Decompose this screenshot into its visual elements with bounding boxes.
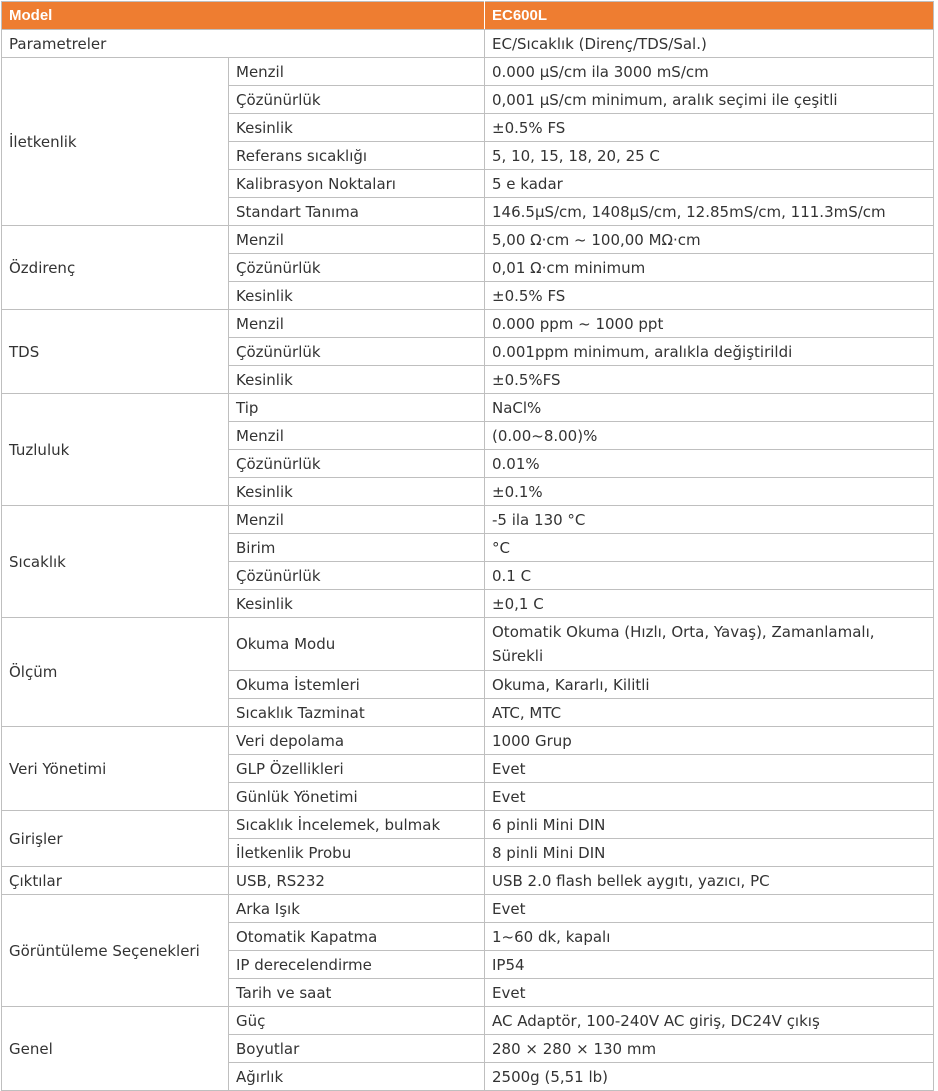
table-row (2, 727, 934, 755)
group-name: TDS (2, 310, 229, 394)
spec-label: Menzil (229, 58, 485, 86)
group-name: Sıcaklık (2, 506, 229, 618)
header-row (2, 2, 934, 30)
spec-value: ±0,1 C (485, 590, 934, 618)
spec-label: Kalibrasyon Noktaları (229, 170, 485, 198)
spec-label: Çözünürlük (229, 450, 485, 478)
spec-label: Sıcaklık İncelemek, bulmak (229, 811, 485, 839)
spec-label: Kesinlik (229, 366, 485, 394)
model-label: Model (2, 2, 485, 30)
group-name: Genel (2, 1007, 229, 1091)
spec-label: Referans sıcaklığı (229, 142, 485, 170)
spec-label: Sıcaklık Tazminat (229, 699, 485, 727)
spec-label: USB, RS232 (229, 867, 485, 895)
table-row (2, 310, 934, 338)
group-name: Görüntüleme Seçenekleri (2, 895, 229, 1007)
spec-label: Günlük Yönetimi (229, 783, 485, 811)
spec-value: 0.000 µS/cm ila 3000 mS/cm (485, 58, 934, 86)
spec-value: AC Adaptör, 100-240V AC giriş, DC24V çıkış (485, 1007, 934, 1035)
spec-value: 8 pinli Mini DIN (485, 839, 934, 867)
table-row (2, 618, 934, 671)
spec-label: Menzil (229, 422, 485, 450)
spec-value: 1~60 dk, kapalı (485, 923, 934, 951)
spec-label: Tarih ve saat (229, 979, 485, 1007)
spec-label: Kesinlik (229, 282, 485, 310)
spec-value: IP54 (485, 951, 934, 979)
spec-value: 0.01% (485, 450, 934, 478)
spec-label: Birim (229, 534, 485, 562)
spec-value: Otomatik Okuma (Hızlı, Orta, Yavaş), Zamanlamalı, Sürekli (485, 618, 934, 671)
table-row (2, 58, 934, 86)
spec-value: ±0.5%FS (485, 366, 934, 394)
spec-label: Kesinlik (229, 114, 485, 142)
group-name: Çıktılar (2, 867, 229, 895)
spec-value: 5, 10, 15, 18, 20, 25 C (485, 142, 934, 170)
parameters-row (2, 30, 934, 58)
spec-value: 0,001 µS/cm minimum, aralık seçimi ile çeşitli (485, 86, 934, 114)
spec-value: 0,01 Ω·cm minimum (485, 254, 934, 282)
spec-value: (0.00~8.00)% (485, 422, 934, 450)
spec-label: Kesinlik (229, 478, 485, 506)
spec-value: 6 pinli Mini DIN (485, 811, 934, 839)
spec-value: ATC, MTC (485, 699, 934, 727)
spec-value: ±0.1% (485, 478, 934, 506)
spec-value: 0.1 C (485, 562, 934, 590)
spec-value: 0.000 ppm ~ 1000 ppt (485, 310, 934, 338)
spec-value: 0.001ppm minimum, aralıkla değiştirildi (485, 338, 934, 366)
spec-label: Okuma Modu (229, 618, 485, 671)
spec-label: Okuma İstemleri (229, 671, 485, 699)
spec-value: USB 2.0 flash bellek aygıtı, yazıcı, PC (485, 867, 934, 895)
group-name: İletkenlik (2, 58, 229, 226)
spec-value: Evet (485, 783, 934, 811)
spec-value: 1000 Grup (485, 727, 934, 755)
table-row (2, 867, 934, 895)
table-row (2, 394, 934, 422)
group-name: Tuzluluk (2, 394, 229, 506)
spec-table (1, 1, 934, 1091)
spec-label: IP derecelendirme (229, 951, 485, 979)
spec-value: 146.5µS/cm, 1408µS/cm, 12.85mS/cm, 111.3mS/cm (485, 198, 934, 226)
spec-value: °C (485, 534, 934, 562)
spec-label: Çözünürlük (229, 338, 485, 366)
spec-label: Menzil (229, 310, 485, 338)
spec-value: Evet (485, 895, 934, 923)
spec-value: Okuma, Kararlı, Kilitli (485, 671, 934, 699)
spec-label: Veri depolama (229, 727, 485, 755)
group-name: Girişler (2, 811, 229, 867)
spec-label: Çözünürlük (229, 562, 485, 590)
spec-label: Standart Tanıma (229, 198, 485, 226)
spec-label: Otomatik Kapatma (229, 923, 485, 951)
spec-label: Menzil (229, 506, 485, 534)
spec-label: Kesinlik (229, 590, 485, 618)
spec-value: 280 × 280 × 130 mm (485, 1035, 934, 1063)
table-row (2, 1007, 934, 1035)
spec-label: İletkenlik Probu (229, 839, 485, 867)
table-row (2, 811, 934, 839)
spec-label: Çözünürlük (229, 254, 485, 282)
group-name: Özdirenç (2, 226, 229, 310)
spec-label: Çözünürlük (229, 86, 485, 114)
spec-value: Evet (485, 979, 934, 1007)
table-row (2, 226, 934, 254)
spec-label: Güç (229, 1007, 485, 1035)
spec-value: 5,00 Ω·cm ~ 100,00 MΩ·cm (485, 226, 934, 254)
group-name: Veri Yönetimi (2, 727, 229, 811)
model-value: EC600L (485, 2, 934, 30)
table-row (2, 506, 934, 534)
spec-label: Boyutlar (229, 1035, 485, 1063)
parameters-label: Parametreler (2, 30, 485, 58)
spec-value: 2500g (5,51 lb) (485, 1063, 934, 1091)
spec-label: Ağırlık (229, 1063, 485, 1091)
spec-value: ±0.5% FS (485, 282, 934, 310)
parameters-value: EC/Sıcaklık (Direnç/TDS/Sal.) (485, 30, 934, 58)
spec-value: -5 ila 130 °C (485, 506, 934, 534)
table-row (2, 895, 934, 923)
spec-label: Tip (229, 394, 485, 422)
spec-label: Arka Işık (229, 895, 485, 923)
spec-label: GLP Özellikleri (229, 755, 485, 783)
group-name: Ölçüm (2, 618, 229, 727)
spec-value: 5 e kadar (485, 170, 934, 198)
spec-value: ±0.5% FS (485, 114, 934, 142)
spec-value: Evet (485, 755, 934, 783)
spec-label: Menzil (229, 226, 485, 254)
spec-value: NaCl% (485, 394, 934, 422)
